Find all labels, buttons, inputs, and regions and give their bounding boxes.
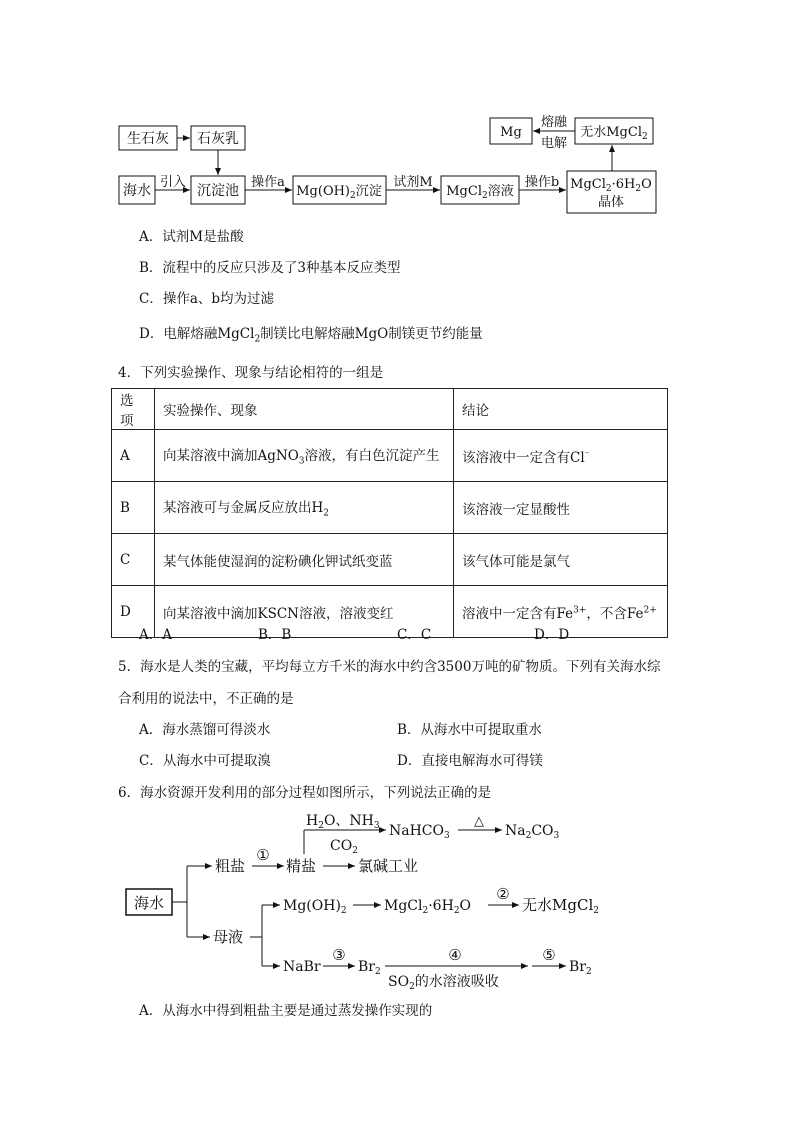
q4-row-conclusion: 该气体可能是氯气: [454, 534, 668, 586]
q5-stem-line1: 5．海水是人类的宝藏，平均每立方千米的海水中约含3500万吨的矿物质。下列有关海水综: [118, 659, 661, 675]
label-h2o-nh3: $H_2O$、$NH_3$: [306, 813, 380, 831]
q4-row-conclusion: 该溶液一定显酸性: [454, 482, 668, 534]
q4-row-conclusion-sup2: 2+: [643, 605, 657, 615]
q3-option-d-text-b: 制镁比电解熔融MgO制镁更节约能量: [260, 326, 483, 342]
q4-option-c[interactable]: C．C: [397, 627, 432, 643]
q5-stem-line2: 合利用的说法中，不正确的是: [118, 691, 294, 707]
table-row: [112, 586, 668, 638]
label-mgcl2-solution: MgCl$_2$溶液: [446, 184, 514, 201]
q4-row-operation-sub: 3: [298, 456, 305, 467]
seawater-resources-diagram: [0, 800, 794, 1000]
q4-row-conclusion-sup: 3+: [573, 605, 587, 615]
label-quicklime: 生石灰: [127, 131, 169, 147]
q4-row-option: D: [112, 586, 155, 638]
label-mg: Mg: [500, 125, 522, 140]
label-mother-liquor: 母液: [213, 928, 244, 946]
label-introduce: 引入: [159, 175, 187, 190]
label-hydrate-crystal: 晶体: [597, 195, 625, 210]
q4-row-operation-text-b: 溶液，有白色沉淀产生: [304, 448, 440, 465]
q4-header-option: 选项: [112, 389, 155, 430]
q4-row-operation: [155, 430, 454, 482]
label-mgoh2: $Mg(OH)_2$: [283, 898, 347, 916]
q4-row-operation-text: 某溶液可与金属反应放出H: [163, 500, 324, 517]
label-hydrate-formula: $MgCl_2\cdot 6H_2O$: [570, 177, 652, 194]
label-seawater: 海水: [133, 894, 165, 912]
q4-header-conclusion: 结论: [454, 389, 668, 430]
q5-option-c[interactable]: C．从海水中可提取溴: [139, 753, 271, 769]
q3-option-b[interactable]: B．流程中的反应只涉及了3种基本反应类型: [139, 260, 401, 276]
q5-option-d[interactable]: D．直接电解海水可得镁: [397, 753, 543, 769]
label-molten: 熔融: [540, 115, 568, 130]
q4-row-conclusion-text-b: ，不含Fe: [586, 605, 644, 622]
label-br2-first: $Br_2$: [358, 959, 381, 977]
q4-row-option: A: [112, 430, 155, 482]
q4-table: [111, 388, 668, 638]
q4-row-option: B: [112, 482, 155, 534]
label-limewater: 石灰乳: [197, 131, 239, 147]
q4-stem: 4．下列实验操作、现象与结论相符的一组是: [118, 365, 384, 381]
table-row: [112, 534, 668, 586]
q3-option-d[interactable]: [139, 325, 483, 349]
label-na2co3: $Na_2CO_3$: [505, 823, 560, 841]
label-anhydrous-mgcl2: 无水MgCl$_2$: [580, 125, 648, 142]
label-seawater: 海水: [123, 183, 151, 199]
q4-row-operation: 某气体能使湿润的淀粉碘化钾试纸变蓝: [155, 534, 454, 586]
q4-row-operation-sub: 2: [323, 508, 330, 519]
q4-option-a[interactable]: A．A: [139, 627, 172, 643]
q4-row-conclusion-text: 溶液中一定含有Fe: [462, 605, 574, 622]
step-1-label: ①: [256, 846, 270, 864]
q4-row-conclusion: [454, 430, 668, 482]
q4-row-operation: 向某溶液中滴加KSCN溶液，溶液变红: [155, 586, 454, 638]
label-mgcl2-hydrate: $MgCl_2\cdot 6H_2O$: [384, 898, 472, 916]
label-electrolysis: 电解: [540, 136, 568, 151]
label-chlor-alkali: 氯碱工业: [358, 857, 419, 875]
label-settling-tank: 沉淀池: [197, 183, 239, 199]
q6-stem: 6．海水资源开发利用的部分过程如图所示，下列说法正确的是: [118, 785, 492, 801]
label-crude-salt: 粗盐: [215, 857, 246, 875]
label-nabr: NaBr: [283, 959, 321, 975]
step-4-label: ④: [448, 946, 462, 964]
label-reagent-m: 试剂M: [393, 175, 433, 190]
step-2-label: ②: [496, 885, 510, 903]
q4-header-row: [112, 389, 668, 430]
q4-row-operation: [155, 482, 454, 534]
label-br2-final: $Br_2$: [569, 959, 592, 977]
q4-row-conclusion-sup: ⁻: [584, 449, 590, 459]
q3-option-a[interactable]: A．试剂M是盐酸: [139, 229, 244, 245]
q5-option-a[interactable]: A．海水蒸馏可得淡水: [139, 722, 271, 738]
label-nahco3: NaHCO$_3$: [389, 823, 450, 841]
label-operation-a: 操作a: [251, 175, 285, 190]
label-so2-absorb: $SO_2$的水溶液吸收: [388, 974, 499, 992]
q4-row-conclusion-text: 该溶液中一定含有Cl: [462, 449, 585, 466]
q4-option-d[interactable]: D．D: [534, 627, 570, 643]
label-anhydrous-mgcl2: 无水MgCl$_2$: [522, 896, 599, 916]
q4-option-b[interactable]: B．B: [258, 627, 292, 643]
q4-row-option: C: [112, 534, 155, 586]
magnesium-flow-diagram: [0, 0, 794, 230]
step-3-label: ③: [332, 946, 346, 964]
q5-option-b[interactable]: B．从海水中可提取重水: [397, 722, 542, 738]
q4-header-operation: 实验操作、现象: [155, 389, 454, 430]
q6-option-a[interactable]: A．从海水中得到粗盐主要是通过蒸发操作实现的: [139, 1003, 433, 1019]
q4-row-operation-text: 向某溶液中滴加AgNO: [163, 448, 299, 465]
q3-option-d-text-a: D．电解熔融MgCl: [139, 326, 255, 342]
q3-option-d-sub: 2: [254, 334, 261, 345]
step-5-label: ⑤: [542, 946, 556, 964]
label-refined-salt: 精盐: [286, 857, 317, 875]
label-heat: △: [474, 814, 484, 829]
table-row: [112, 482, 668, 534]
label-mgoh2-precipitate: $Mg(OH)_2$沉淀: [296, 184, 382, 201]
label-operation-b: 操作b: [524, 175, 560, 190]
label-co2: $CO_2$: [330, 838, 358, 856]
q3-option-c[interactable]: C．操作a、b均为过滤: [139, 291, 275, 307]
table-row: [112, 430, 668, 482]
